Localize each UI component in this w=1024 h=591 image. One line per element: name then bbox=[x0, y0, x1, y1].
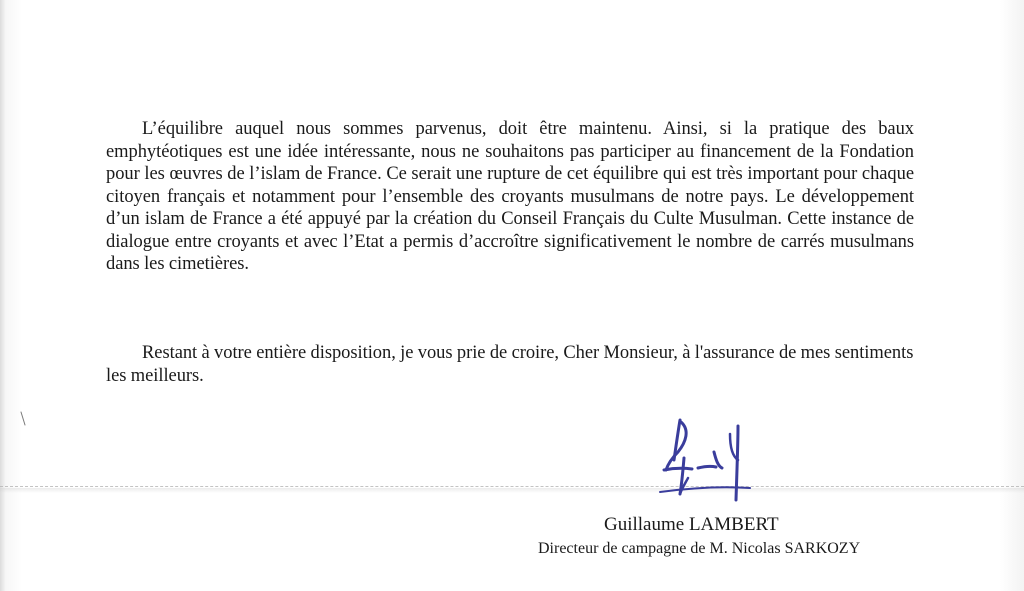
handwritten-signature bbox=[650, 412, 770, 507]
signatory-name: Guillaume LAMBERT bbox=[604, 514, 779, 535]
paper-fold-shadow bbox=[0, 488, 1024, 493]
letter-paragraph-main: L’équilibre auquel nous sommes parvenus, doit être maintenu. Ainsi, si la pratique des baux emphytéotiques est une idée intéressante, nous ne souhaitons pas participer au financement de la Fondation pour les œuvres de l’islam de France. Ce serait une rupture de cet équilibre qui est très important pour chaque citoyen français et notamment pour l’ensemble des croyants musulmans de notre pays. Le développement d’un islam de France a été appuyé par la création du Conseil Français du Culte Musulman. Cette instance de dialogue entre croyants et avec l’Etat a permis d’accroître significativement le nombre de carrés musulmans dans les cimetières. bbox=[106, 119, 914, 274]
letter-paragraph-closing: Restant à votre entière disposition, je vous prie de croire, Cher Monsieur, à l'assurance de mes sentiments les meilleurs. bbox=[106, 343, 914, 386]
stray-pen-mark bbox=[18, 410, 30, 428]
paper-fold-line bbox=[0, 486, 1024, 487]
signatory-title: Directeur de campagne de M. Nicolas SARKOZY bbox=[538, 540, 861, 557]
page-edge-shadow bbox=[0, 0, 6, 591]
